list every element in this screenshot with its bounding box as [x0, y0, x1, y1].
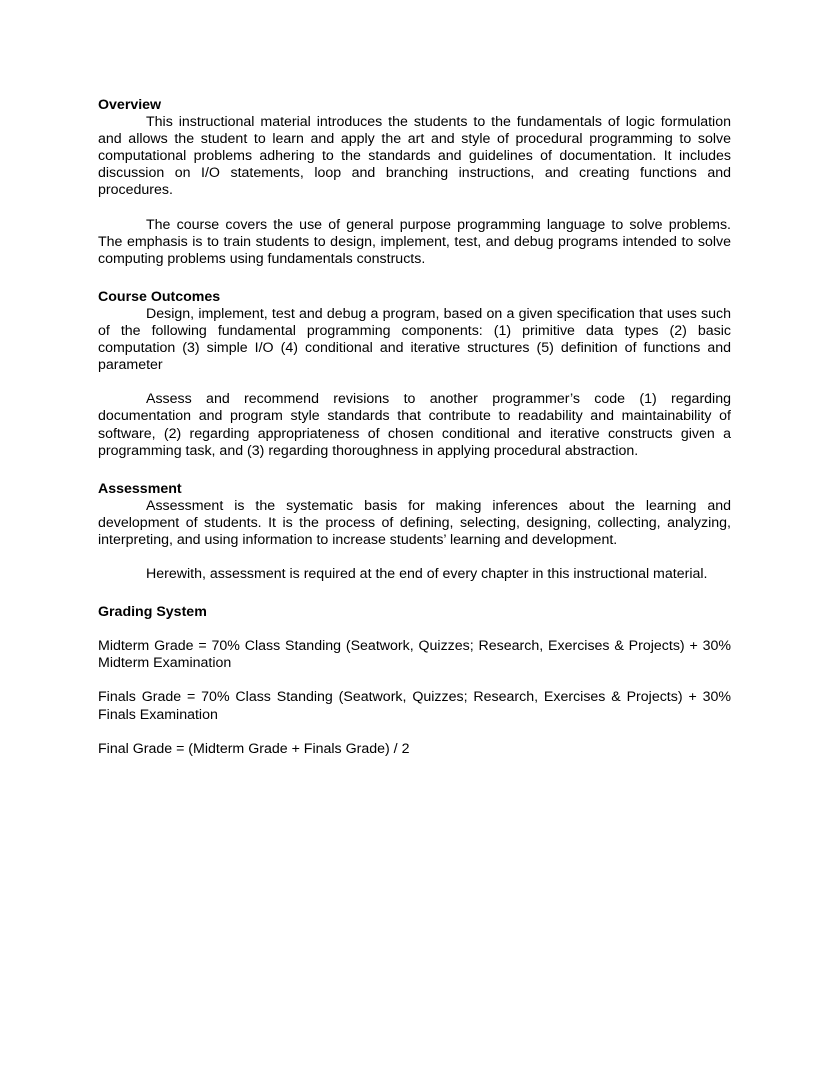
paragraph-spacer: [98, 374, 731, 391]
final-grade-formula: Final Grade = (Midterm Grade + Finals Grade) / 2: [98, 740, 410, 757]
paragraph-spacer: [98, 724, 731, 741]
document-page: [98, 97, 731, 758]
finals-grade-formula: Finals Grade = 70% Class Standing (Seatwork, Quizzes; Research, Exercises & Projects) + 30% Finals Examination: [98, 689, 731, 723]
overview-paragraph-1: This instructional material introduces the students to the fundamentals of logic formulation and allows the student to learn and apply the art and style of procedural programming to solve computational problems adhering to the standards and guidelines of documentation. It includes discussion on I/O statements, loop and branching instructions, and creating functions and procedures.: [98, 114, 731, 199]
overview-heading: Overview: [98, 97, 162, 113]
overview-paragraph-2: The course covers the use of general purpose programming language to solve problems. The emphasis is to train students to design, implement, test, and debug programs intended to solve computing problems using fundamentals constructs.: [98, 216, 731, 267]
course-outcomes-paragraph-1: Design, implement, test and debug a program, based on a given specification that uses such of the following fundamental programming components: (1) primitive data types (2) basic computation (3) simple I/O (4) conditional and iterative structures (5) definition of functions and parameter: [98, 305, 731, 374]
section-spacer: [98, 268, 731, 289]
assessment-paragraph-2: Herewith, assessment is required at the end of every chapter in this instructional material.: [146, 566, 708, 583]
paragraph-spacer: [98, 621, 731, 638]
course-outcomes-heading: Course Outcomes: [98, 288, 221, 305]
paragraph-spacer: [98, 672, 731, 689]
section-spacer: [98, 460, 731, 481]
paragraph-spacer: [98, 200, 731, 217]
assessment-paragraph-1: Assessment is the systematic basis for making inferences about the learning and development of students. It is the process of defining, selecting, designing, collecting, analyzing, interpreting, and using information to increase students’ learning and development.: [98, 497, 731, 548]
grading-system-heading: Grading System: [98, 604, 207, 621]
course-outcomes-paragraph-2: Assess and recommend revisions to another programmer’s code (1) regarding documentation and program style standards that contribute to readability and maintainability of software, (2) regarding appropriateness of chosen conditional and iterative constructs given a programming task, and (3) regarding thoroughness in applying procedural abstraction.: [98, 391, 731, 459]
section-spacer: [98, 583, 731, 604]
midterm-grade-formula: Midterm Grade = 70% Class Standing (Seatwork, Quizzes; Research, Exercises & Projects) + 30% Midterm Examination: [98, 638, 731, 672]
paragraph-spacer: [98, 549, 731, 566]
assessment-heading: Assessment: [98, 480, 182, 497]
